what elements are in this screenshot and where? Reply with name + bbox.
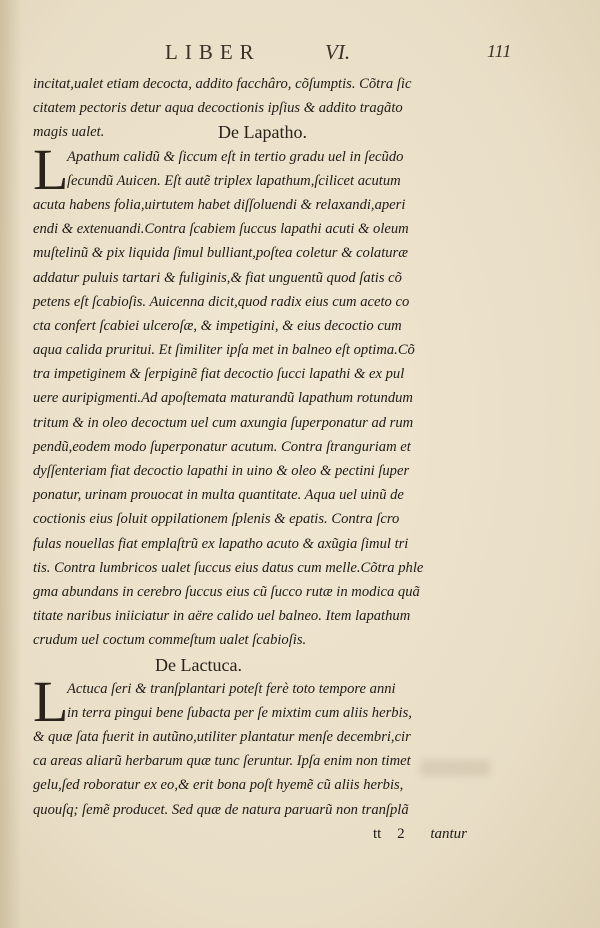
ink-bleed-through [420,760,490,776]
text-line: incitat,ualet etiam decocta, addito facchâro, cõſumptis. Cõtra ſic [33,76,412,92]
text-line: endi & extenuandi.Contra ſcabiem ſuccus lapathi acuti & oleum [33,221,409,238]
text-line: uere auripigmenti.Ad apoſtemata maturandũ lapathum rotundum [33,390,413,407]
text-line: acuta habens folia,uirtutem habet diſſoluendi & relaxandi,aperi [33,196,406,213]
text-line: tis. Contra lumbricos ualet ſuccus eius datus cum melle.Cõtra phle [33,559,424,576]
drop-cap: L [33,668,69,734]
signature-number: 2 [397,825,405,842]
page-header [0,40,600,68]
text-line: gelu,ſed roboratur ex eo,& erit bona poſt hyemẽ cũ aliis herbis, [33,777,404,794]
text-line: crudum uel coctum commeſtum ualet ſcabioſis. [33,632,307,649]
text-line: petens eſt ſcabioſis. Auicenna dicit,quod radix eius cum aceto co [33,293,410,310]
text-line: muſtelinũ & pix liquida ſimul bulliant,poſtea coletur & colaturæ [33,245,408,262]
running-title: LIBER [165,40,261,64]
paragraph-lapatho [33,136,463,653]
text-line: magis ualet. [33,124,105,141]
drop-cap: L [33,136,69,202]
text-line: Actuca ſeri & tranſplantari poteſt ferè toto tempore anni [67,680,396,697]
text-line: pendũ,eodem modo ſuperponatur acutum. Contra ſtranguriam et [33,438,411,455]
section-heading-lapatho: De Lapatho. [218,122,307,143]
catchword: tantur [430,825,468,842]
text-line: quouſq; ſemẽ producet. Sed quæ de natura paruarũ non tranſplã [33,801,409,818]
text-line: tritum & in oleo decoctum uel cum axungia ſuperponatur ad rum [33,414,414,431]
signature-mark: tt [373,825,382,842]
text-line: tra impetiginem & ſerpiginẽ fiat decoctio ſucci lapathi & ex pul [33,366,405,383]
text-line: titate naribus iniiciatur in aëre calido uel balneo. Item lapathum [33,608,411,625]
paragraph-lactuca [33,668,463,822]
text-line: aqua calida pruritui. Et ſimiliter ipſa met in balneo eſt optima.Cõ [33,342,415,359]
text-line: Apathum calidũ & ſiccum eſt in tertio gradu uel in ſecũdo [67,148,404,165]
chapter-number: VI. [325,40,351,64]
text-line: addatur puluis tartari & fuliginis,& fiat unguentũ quod ſatis cõ [33,269,402,286]
text-line: & quæ ſata fuerit in autũno,utiliter plantatur menſe decembri,cir [33,729,411,746]
text-line: dyſſenteriam fiat decoctio lapathi in uino & oleo & pectini ſuper [33,463,410,479]
text-line: cta confert ſcabiei ulceroſæ, & impetigini, & eius decoctio cum [33,317,402,334]
text-line: gma abundans in cerebro ſuccus eius cũ ſucco rutæ in modica quã [33,583,420,600]
text-line: fulas nouellas fiat emplaſtrũ ex lapatho acuto & axũgia ſimul tri [33,535,409,552]
text-line: ca areas aliarũ herbarum quæ tunc ſeruntur. Ipſa enim non timet [33,753,411,770]
folio-number: 111 [487,41,512,61]
catchwords-line [33,822,468,846]
text-line: in terra pingui bene ſubacta per ſe mixtim cum aliis herbis, [67,704,412,721]
text-block [33,72,468,846]
text-line: citatem pectoris detur aqua decoctionis ipſius & addito tragãto [33,100,403,117]
section-heading-lactuca: De Lactuca. [155,654,242,675]
text-line: ſecundũ Auicen. Eſt autẽ triplex lapathum,ſcilicet acutum [67,172,401,189]
text-line: coctionis eius ſoluit oppilationem ſplenis & epatis. Contra ſcro [33,511,400,528]
text-line: ponatur, urinam prouocat in multa quantitate. Aqua uel uinũ de [33,487,404,504]
